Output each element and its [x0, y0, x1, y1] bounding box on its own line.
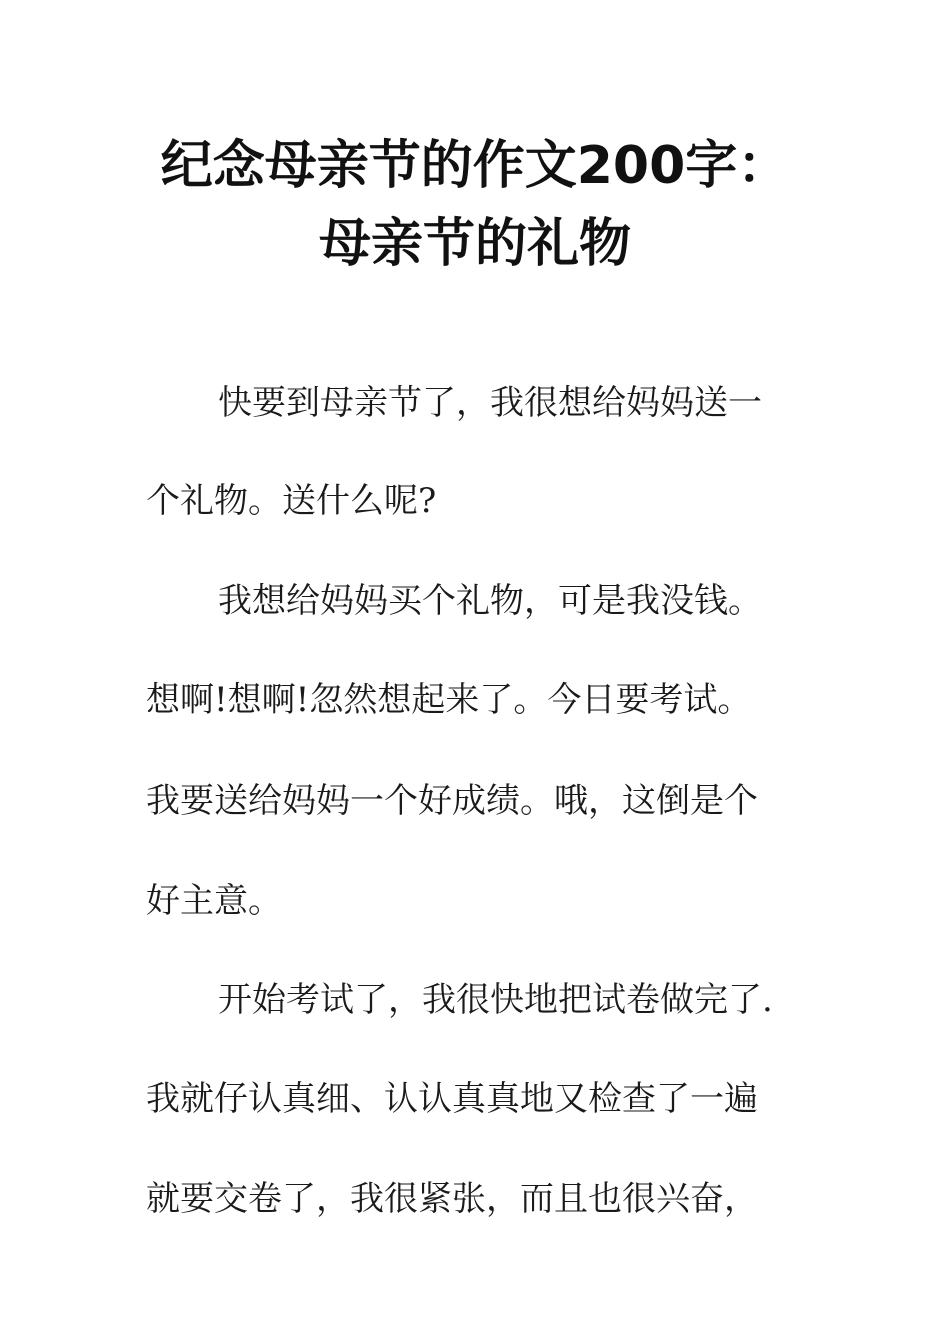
- paragraph-2-line-4: 好主意。: [146, 881, 282, 921]
- paragraph-3-line-2: 我就仔认真细、认认真真地又检查了一遍: [146, 1079, 758, 1119]
- paragraph-3-line-1: 开始考试了，我很快地把试卷做完了.: [218, 980, 773, 1020]
- paragraph-2-line-3: 我要送给妈妈一个好成绩。哦，这倒是个: [146, 781, 758, 821]
- document-title-line-2: 母亲节的礼物: [318, 214, 631, 274]
- paragraph-2-line-2: 想啊!想啊!忽然想起来了。今日要考试。: [146, 680, 752, 720]
- paragraph-3-line-3: 就要交卷了，我很紧张，而且也很兴奋，: [146, 1179, 758, 1219]
- paragraph-2-line-1: 我想给妈妈买个礼物，可是我没钱。: [218, 581, 762, 621]
- paragraph-1-line-1: 快要到母亲节了，我很想给妈妈送一: [218, 383, 762, 423]
- document-title-line-1: 纪念母亲节的作文200字：: [160, 136, 790, 196]
- paragraph-1-line-2: 个礼物。送什么呢?: [146, 481, 437, 521]
